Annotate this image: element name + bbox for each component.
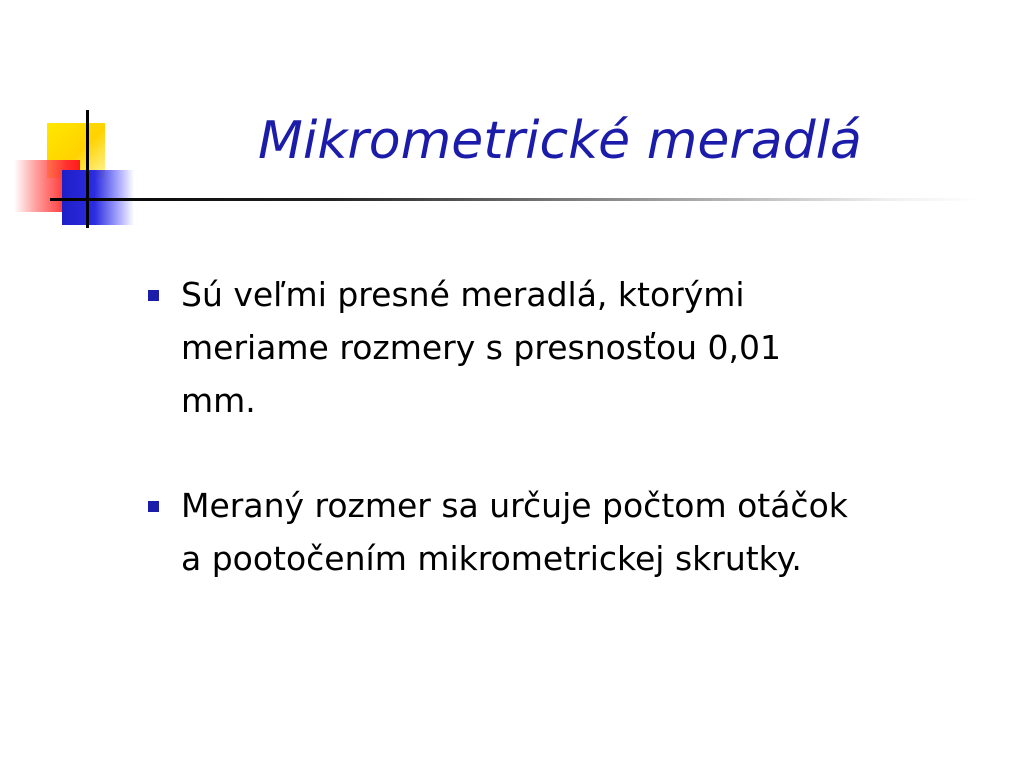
bullet-item bbox=[145, 268, 1005, 427]
slide-title: Mikrometrické meradlá bbox=[258, 111, 862, 171]
vertical-rule-deco bbox=[86, 110, 89, 228]
bullet-line: a pootočením mikrometrickej skrutky. bbox=[181, 539, 802, 578]
bullet-line: mm. bbox=[181, 381, 256, 420]
bullet-line: Sú veľmi presné meradlá, ktorými bbox=[181, 275, 745, 314]
square-bullet-icon bbox=[148, 290, 159, 301]
bullet-line: Meraný rozmer sa určuje počtom otáčok bbox=[181, 486, 848, 525]
square-bullet-icon bbox=[148, 501, 159, 512]
bullet-line: meriame rozmery s presnosťou 0,01 bbox=[181, 328, 782, 367]
title-underline-rule bbox=[50, 198, 980, 201]
bullet-item bbox=[145, 479, 1005, 585]
bullet-list bbox=[145, 268, 1005, 585]
